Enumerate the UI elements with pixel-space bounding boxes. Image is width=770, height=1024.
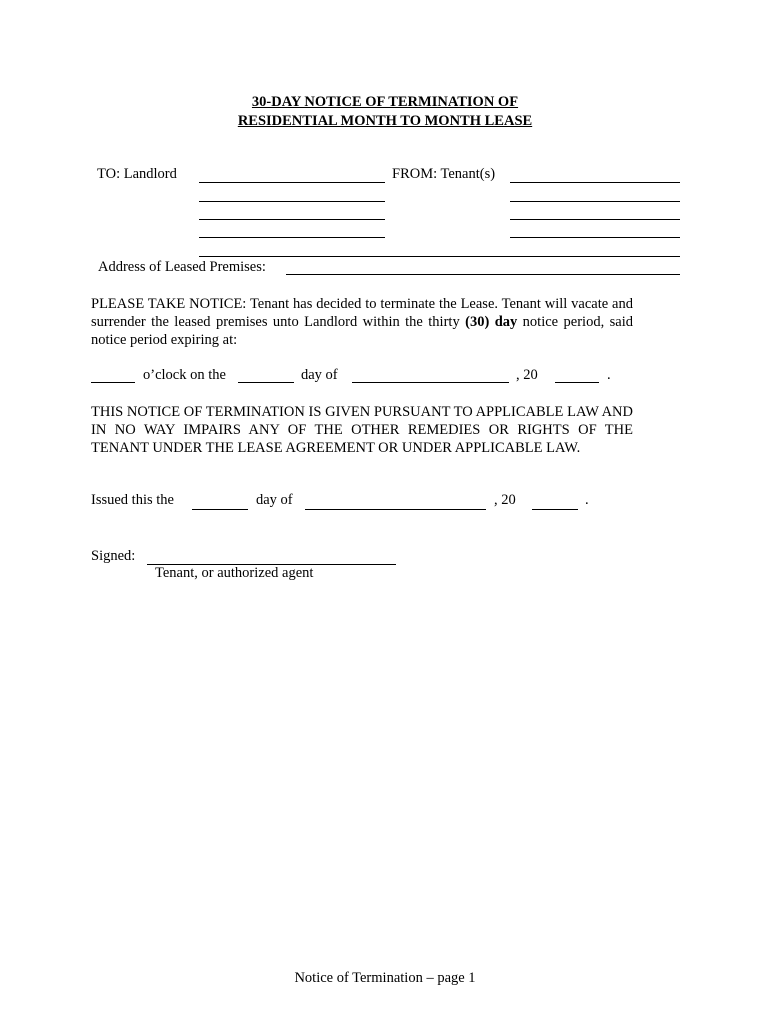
issued-label: Issued this the [91, 492, 174, 508]
to-landlord-label: TO: Landlord [97, 166, 177, 182]
notice-paragraph [91, 295, 633, 349]
expiry-dayof-label: day of [301, 367, 338, 383]
issued-dayof-label: day of [256, 492, 293, 508]
tenant-address-line-3[interactable] [510, 237, 680, 238]
issued-year-prefix: , 20 [494, 492, 516, 508]
landlord-name-line[interactable] [199, 182, 385, 183]
expiry-month-blank[interactable] [352, 382, 509, 383]
address-of-leased-premises-label: Address of Leased Premises: [98, 259, 266, 275]
expiry-year-prefix: , 20 [516, 367, 538, 383]
tenant-address-line-2[interactable] [510, 219, 680, 220]
notice-text-start: PLEASE TAKE NOTICE: Tenant has decided to terminate the Lease. Tenant will vacate and surrender the leased premises unto Landlord within the thirty [91, 296, 633, 330]
notice-text-end: notice period, said notice period expiring at: [91, 314, 633, 348]
landlord-address-line-2[interactable] [199, 219, 385, 220]
landlord-address-line-1[interactable] [199, 201, 385, 202]
issued-day-blank[interactable] [192, 509, 248, 510]
from-tenant-label: FROM: Tenant(s) [392, 166, 496, 182]
expiry-period: . [607, 367, 611, 383]
notice-period-bold: (30) day [465, 314, 518, 330]
signed-label: Signed: [91, 548, 136, 564]
document-title-line1: 30-DAY NOTICE OF TERMINATION OF [251, 94, 519, 110]
issued-year-blank[interactable] [532, 509, 578, 510]
expiry-year-blank[interactable] [555, 382, 599, 383]
expiry-hour-blank[interactable] [91, 382, 135, 383]
premises-upper-line[interactable] [199, 256, 680, 257]
legal-paragraph: THIS NOTICE OF TERMINATION IS GIVEN PURSUANT TO APPLICABLE LAW AND IN NO WAY IMPAIRS ANY OF THE OTHER REMEDIES OR RIGHTS OF THE TENANT UNDER THE LEASE AGREEMENT OR UNDER APPLICABLE LAW. [91, 404, 633, 456]
signer-caption: Tenant, or authorized agent [155, 565, 314, 581]
issued-period: . [585, 492, 589, 508]
page-footer: Notice of Termination – page 1 [294, 970, 476, 986]
tenant-name-line[interactable] [510, 182, 680, 183]
landlord-address-line-3[interactable] [199, 237, 385, 238]
document-title-line2: RESIDENTIAL MONTH TO MONTH LEASE [237, 113, 533, 129]
tenant-address-line-1[interactable] [510, 201, 680, 202]
expiry-day-blank[interactable] [238, 382, 294, 383]
expiry-oclock-label: o’clock on the [143, 367, 226, 383]
premises-address-line[interactable] [286, 274, 680, 275]
issued-month-blank[interactable] [305, 509, 486, 510]
